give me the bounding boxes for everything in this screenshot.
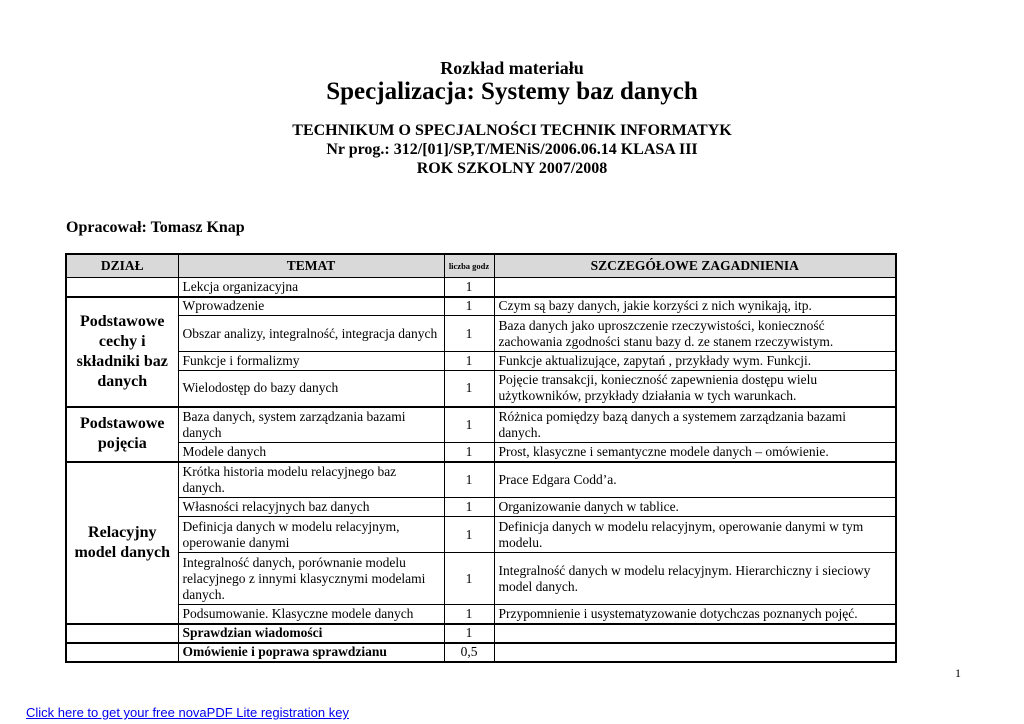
cell-zagadnienia: Różnica pomiędzy bazą danych a systemem zarządzania bazami danych. bbox=[494, 407, 896, 443]
table-row bbox=[66, 297, 896, 316]
section-cell: Podstawowe cechy i składniki baz danych bbox=[66, 297, 178, 407]
cell-temat: Wprowadzenie bbox=[178, 297, 444, 316]
cell-temat: Funkcje i formalizmy bbox=[178, 352, 444, 371]
cell-godz: 1 bbox=[444, 278, 494, 297]
cell-temat: Wielodostęp do bazy danych bbox=[178, 371, 444, 407]
cell-zagadnienia bbox=[494, 278, 896, 297]
cell-temat: Obszar analizy, integralność, integracja danych bbox=[178, 316, 444, 352]
cell-temat: Omówienie i poprawa sprawdzianu bbox=[178, 643, 444, 662]
section-cell: Relacyjny model danych bbox=[66, 462, 178, 624]
cell-godz: 1 bbox=[444, 407, 494, 443]
cell-godz: 1 bbox=[444, 352, 494, 371]
cell-zagadnienia: Definicja danych w modelu relacyjnym, operowanie danymi w tym modelu. bbox=[494, 517, 896, 553]
cell-zagadnienia: Prost, klasyczne i semantyczne modele danych – omówienie. bbox=[494, 443, 896, 462]
doc-subtitle: Specjalizacja: Systemy baz danych bbox=[326, 78, 698, 105]
col-header-dzial: DZIAŁ bbox=[66, 254, 178, 278]
cell-godz: 1 bbox=[444, 517, 494, 553]
cell-zagadnienia: Prace Edgara Codd’a. bbox=[494, 462, 896, 498]
table-row bbox=[66, 407, 896, 443]
cell-temat: Modele danych bbox=[178, 443, 444, 462]
novapdf-registration-link[interactable]: Click here to get your free novaPDF Lite registration key bbox=[26, 705, 349, 720]
section-cell-empty bbox=[66, 278, 178, 297]
table-row bbox=[66, 278, 896, 297]
table-header-row bbox=[66, 254, 896, 278]
cell-temat: Lekcja organizacyjna bbox=[178, 278, 444, 297]
school-year: ROK SZKOLNY 2007/2008 bbox=[416, 160, 608, 177]
cell-temat: Krótka historia modelu relacyjnego baz danych. bbox=[178, 462, 444, 498]
cell-godz: 1 bbox=[444, 624, 494, 643]
cell-zagadnienia: Baza danych jako uproszczenie rzeczywistości, konieczność zachowania zgodności stanu bazy d. ze stanem rzeczywistym. bbox=[494, 316, 896, 352]
section-cell-empty bbox=[66, 643, 178, 662]
cell-zagadnienia: Organizowanie danych w tablice. bbox=[494, 498, 896, 517]
author-line: Opracował: Tomasz Knap bbox=[66, 219, 245, 236]
table-row bbox=[66, 624, 896, 643]
table-row bbox=[66, 443, 896, 462]
page-number: 1 bbox=[955, 666, 961, 680]
cell-zagadnienia: Przypomnienie i usystematyzowanie dotychczas poznanych pojęć. bbox=[494, 605, 896, 624]
curriculum-table bbox=[65, 253, 897, 663]
section-cell: Podstawowe pojęcia bbox=[66, 407, 178, 462]
table-row bbox=[66, 643, 896, 662]
program-number: Nr prog.: 312/[01]/SP,T/MENiS/2006.06.14 KLASA III bbox=[326, 141, 698, 158]
cell-temat: Integralność danych, porównanie modelu relacyjnego z innymi klasycznymi modelami danych. bbox=[178, 553, 444, 605]
cell-zagadnienia: Czym są bazy danych, jakie korzyści z nich wynikają, itp. bbox=[494, 297, 896, 316]
cell-godz: 1 bbox=[444, 462, 494, 498]
col-header-temat: TEMAT bbox=[178, 254, 444, 278]
table-row bbox=[66, 462, 896, 498]
cell-godz: 1 bbox=[444, 316, 494, 352]
cell-temat: Baza danych, system zarządzania bazami danych bbox=[178, 407, 444, 443]
cell-godz: 1 bbox=[444, 553, 494, 605]
doc-info bbox=[0, 121, 1024, 178]
cell-zagadnienia: Funkcje aktualizujące, zapytań , przykłady wym. Funkcji. bbox=[494, 352, 896, 371]
cell-godz: 1 bbox=[444, 297, 494, 316]
table-row bbox=[66, 553, 896, 605]
school-name: TECHNIKUM O SPECJALNOŚCI TECHNIK INFORMATYK bbox=[292, 122, 732, 139]
col-header-zagadnienia: SZCZEGÓŁOWE ZAGADNIENIA bbox=[494, 254, 896, 278]
cell-zagadnienia: Pojęcie transakcji, konieczność zapewnienia dostępu wielu użytkowników, przykłady działania w tych warunkach. bbox=[494, 371, 896, 407]
cell-zagadnienia bbox=[494, 643, 896, 662]
col-header-godz: liczba godz bbox=[444, 254, 494, 278]
cell-godz: 0,5 bbox=[444, 643, 494, 662]
cell-zagadnienia bbox=[494, 624, 896, 643]
cell-godz: 1 bbox=[444, 371, 494, 407]
table-row bbox=[66, 605, 896, 624]
doc-title: Rozkład materiału bbox=[440, 58, 584, 78]
cell-temat: Sprawdzian wiadomości bbox=[178, 624, 444, 643]
table-row bbox=[66, 352, 896, 371]
table-row bbox=[66, 517, 896, 553]
table-row bbox=[66, 316, 896, 352]
cell-godz: 1 bbox=[444, 605, 494, 624]
cell-temat: Definicja danych w modelu relacyjnym, operowanie danymi bbox=[178, 517, 444, 553]
section-cell-empty bbox=[66, 624, 178, 643]
cell-temat: Podsumowanie. Klasyczne modele danych bbox=[178, 605, 444, 624]
table-row bbox=[66, 371, 896, 407]
cell-temat: Własności relacyjnych baz danych bbox=[178, 498, 444, 517]
cell-zagadnienia: Integralność danych w modelu relacyjnym. Hierarchiczny i sieciowy model danych. bbox=[494, 553, 896, 605]
cell-godz: 1 bbox=[444, 498, 494, 517]
cell-godz: 1 bbox=[444, 443, 494, 462]
table-row bbox=[66, 498, 896, 517]
